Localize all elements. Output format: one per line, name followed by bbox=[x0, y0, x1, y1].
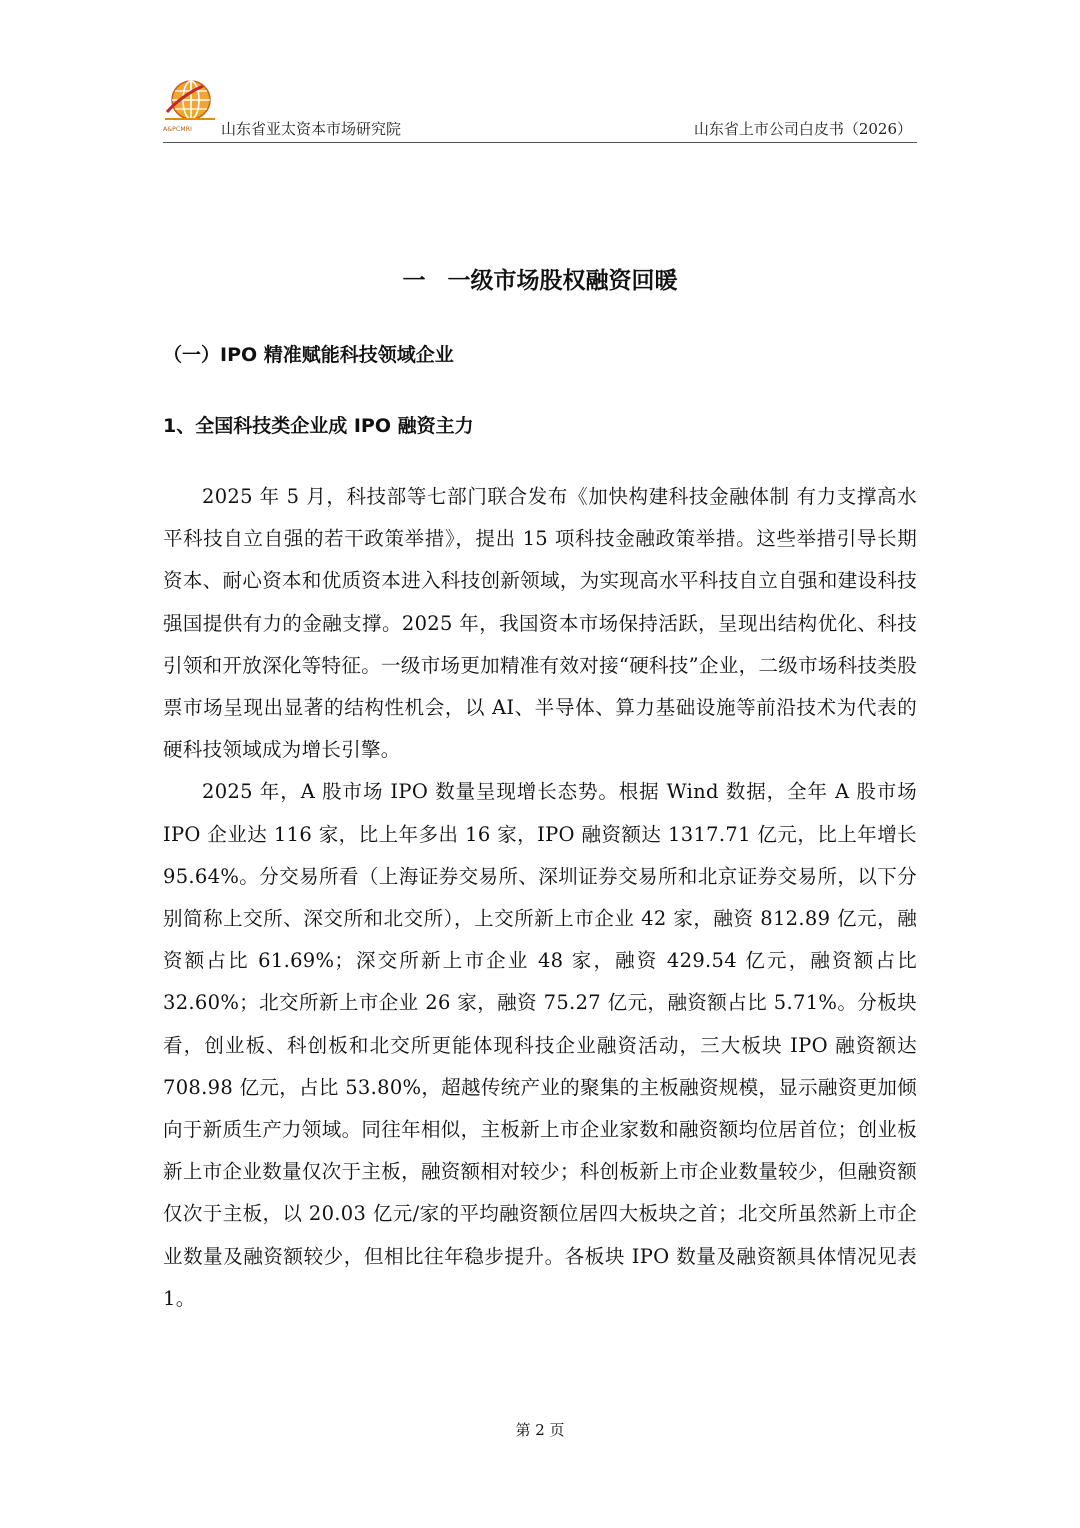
page-number: 第 2 页 bbox=[515, 1421, 565, 1439]
chapter-heading bbox=[0, 262, 1080, 295]
subsection-heading: 1、全国科技类企业成 IPO 融资主力 bbox=[163, 415, 474, 437]
organization-name: 山东省亚太资本市场研究院 bbox=[221, 120, 402, 138]
document-title: 山东省上市公司白皮书（2026） bbox=[693, 120, 912, 138]
globe-logo-icon bbox=[163, 78, 215, 130]
paragraph: 2025 年，A 股市场 IPO 数量呈现增长态势。根据 Wind 数据，全年 A 股市场 IPO 企业达 116 家，比上年多出 16 家，IPO 融资额达 1317.71 亿元，比上年增长 95.64%。分交易所看（上海证券交易所、深圳证券交易所和北京证券交易所，以下分别简称上交所、深交所和北交所），上交所新上市企业 42 家，融资 812.89 亿元，融资额占比 61.69%；深交所新上市企业 48 家，融资 429.54 亿元，融资额占比 32.60%；北交所新上市企业 26 家，融资 75.27 亿元，融资额占比 5.71%。分板块看，创业板、科创板和北交所更能体现科技企业融资活动，三大板块 IPO 融资额达 708.98 亿元，占比 53.80%，超越传统产业的聚集的主板融资规模，显示融资更加倾向于新质生产力领域。同往年相似，主板新上市企业家数和融资额均位居首位；创业板新上市企业数量仅次于主板，融资额相对较少；科创板新上市企业数量较少，但融资额仅次于主板，以 20.03 亿元/家的平均融资额位居四大板块之首；北交所虽然新上市企业数量及融资额较少，但相比往年稳步提升。各板块 IPO 数量及融资额具体情况见表 1。 bbox=[163, 780, 917, 1310]
paragraph: 2025 年 5 月，科技部等七部门联合发布《加快构建科技金融体制 有力支撑高水平科技自立自强的若干政策举措》，提出 15 项科技金融政策举措。这些举措引导长期资本、耐心资本和优质资本进入科技创新领域，为实现高水平科技自立自强和建设科技强国提供有力的金融支撑。2025 年，我国资本市场保持活跃，呈现出结构优化、科技引领和开放深化等特征。一级市场更加精准有效对接“硬科技”企业，二级市场科技类股票市场呈现出显著的结构性机会，以 AI、半导体、算力基础设施等前沿技术为代表的硬科技领域成为增长引擎。 bbox=[163, 485, 917, 762]
body-text bbox=[163, 476, 917, 1320]
chapter-title: 一级市场股权融资回暖 bbox=[447, 268, 678, 294]
chapter-number: 一 bbox=[402, 268, 426, 294]
page-header bbox=[0, 0, 1080, 150]
header-rule bbox=[163, 142, 917, 143]
section-heading: （一）IPO 精准赋能科技领域企业 bbox=[163, 344, 454, 366]
logo-text: A&PCMRI bbox=[163, 126, 193, 133]
